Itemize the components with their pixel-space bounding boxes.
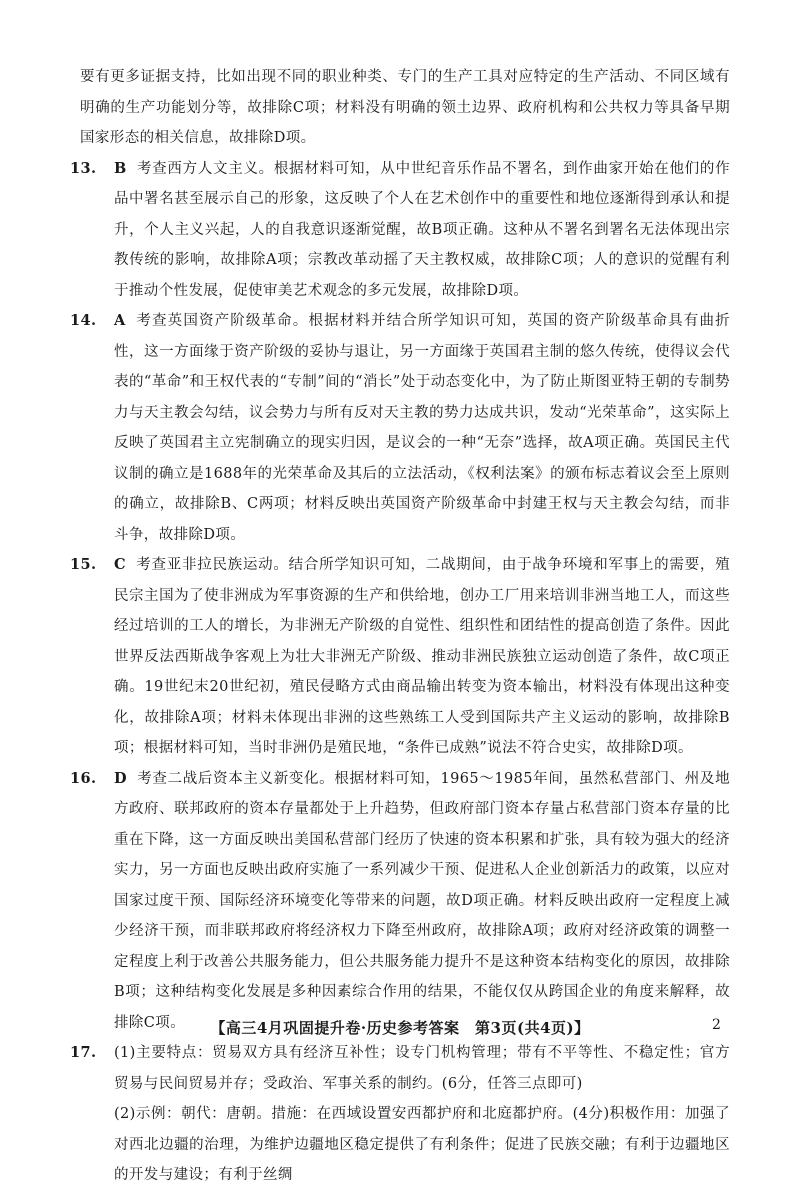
- explanation-text: 考查西方人文主义。根据材料可知，从中世纪音乐作品不署名，到作曲家开始在他们的作品中署名甚至展示自己的形象，这反映了个人在艺术创作中的重要性和地位逐渐得到承认和提升，个人主义兴起，人的自我意识逐渐觉醒，故B项正确。这种从不署名到署名无法体现出宗教传统的影响，故排除A项；宗教改革动摇了天主教权威，故排除C项；人的意识的觉醒有利于推动个性发展，促使审美艺术观念的多元发展，故排除D项。: [114, 160, 730, 299]
- question-number: 14.: [70, 312, 97, 329]
- explanation-text: 考查二战后资本主义新变化。根据材料可知，1965～1985年间，虽然私营部门、州及地方政府、联邦政府的资本存量都处于上升趋势，但政府部门资本存量占私营部门资本存量的比重在下降，这一方面反映出美国私营部门经历了快速的资本积累和扩张，具有较为强大的经济实力，另一方面也反映出政府实施了一系列减少干预、促进私人企业创新活力的政策，以应对国家过度干预、国际经济环境变化等带来的问题，故D项正确。材料反映出政府一定程度上减少经济干预，而非联邦政府将经济权力下降至州政府，故排除A项；政府对经济政策的调整一定程度上利于改善公共服务能力，但公共服务能力提升不是这种资本结构变化的原因，故排除B项；这种结构变化发展是多种因素综合作用的结果，不能仅仅从跨国企业的角度来解释，故排除C项。: [114, 770, 730, 1031]
- page-footer: 【高三4月巩固提升卷·历史参考答案 第3页(共4页)】: [210, 1019, 590, 1037]
- continuation-text: 要有更多证据支持，比如出现不同的职业种类、专门的生产工具对应特定的生产活动、不同区域有明确的生产功能划分等，故排除C项；材料没有明确的领土边界、政府机构和公共权力等具备早期国家形态的相关信息，故排除D项。: [80, 69, 730, 146]
- answer-13: [70, 154, 730, 307]
- answer-14: [70, 306, 730, 550]
- question-number: 16.: [70, 769, 97, 787]
- answer-15: [70, 550, 730, 764]
- question-number: 17.: [70, 1044, 97, 1061]
- explanation-text: 考查英国资产阶级革命。根据材料并结合所学知识可知，英国的资产阶级革命具有曲折性，这一方面缘于资产阶级的妥协与退让，另一方面缘于英国君主制的悠久传统，使得议会代表的“革命”和王权代表的“专制”间的“消长”处于动态变化中，为了防止斯图亚特王朝的专制势力与天主教会勾结，议会势力与所有反对天主教的势力达成共识，发动“光荣革命”，这实际上反映了英国君主立宪制确立的现实归因，是议会的一种“无奈”选择，故A项正确。英国民主代议制的确立是1688年的光荣革命及其后的立法活动，《权利法案》的颁布标志着议会至上原则的确立，故排除B、C两项；材料反映出英国资产阶级革命中封建王权与天主教会勾结，而非斗争，故排除D项。: [114, 313, 730, 543]
- page-mark: 2: [712, 1017, 721, 1033]
- question-number: 15.: [70, 556, 97, 573]
- answer-16: [70, 764, 730, 1039]
- answer-17-part1: (1)主要特点：贸易双方具有经济互补性；设专门机构管理；带有不平等性、不稳定性；官方贸易与民间贸易并存；受政治、军事关系的制约。(6分，任答三点即可): [114, 1045, 730, 1092]
- answer-letter: C: [114, 556, 126, 573]
- answer-17: [70, 1038, 730, 1099]
- answer-letter: B: [114, 159, 127, 177]
- answer-letter: D: [114, 769, 127, 787]
- answer-letter: A: [114, 312, 126, 329]
- answer-17-part2: (2)示例：朝代：唐朝。措施：在西域设置安西都护府和北庭都护府。(4分)积极作用：加强了对西北边疆的治理，为维护边疆地区稳定提供了有利条件；促进了民族交融；有利于边疆地区的开发与建设；有利于丝绸: [114, 1106, 730, 1183]
- question-number: 13.: [70, 159, 97, 177]
- explanation-text: 考查亚非拉民族运动。结合所学知识可知，二战期间，由于战争环境和军事上的需要，殖民宗主国为了使非洲成为军事资源的生产和供给地，创办工厂用来培训非洲当地工人，而这些经过培训的工人的增长，为非洲无产阶级的自觉性、组织性和团结性的提高创造了条件。因此世界反法西斯战争客观上为壮大非洲无产阶级、推动非洲民族独立运动创造了条件，故C项正确。19世纪末20世纪初，殖民侵略方式由商品输出转变为资本输出，材料没有体现出这种变化，故排除A项；材料未体现出非洲的这些熟练工人受到国际共产主义运动的影响，故排除B项；根据材料可知，当时非洲仍是殖民地，“条件已成熟”说法不符合史实，故排除D项。: [114, 557, 730, 756]
